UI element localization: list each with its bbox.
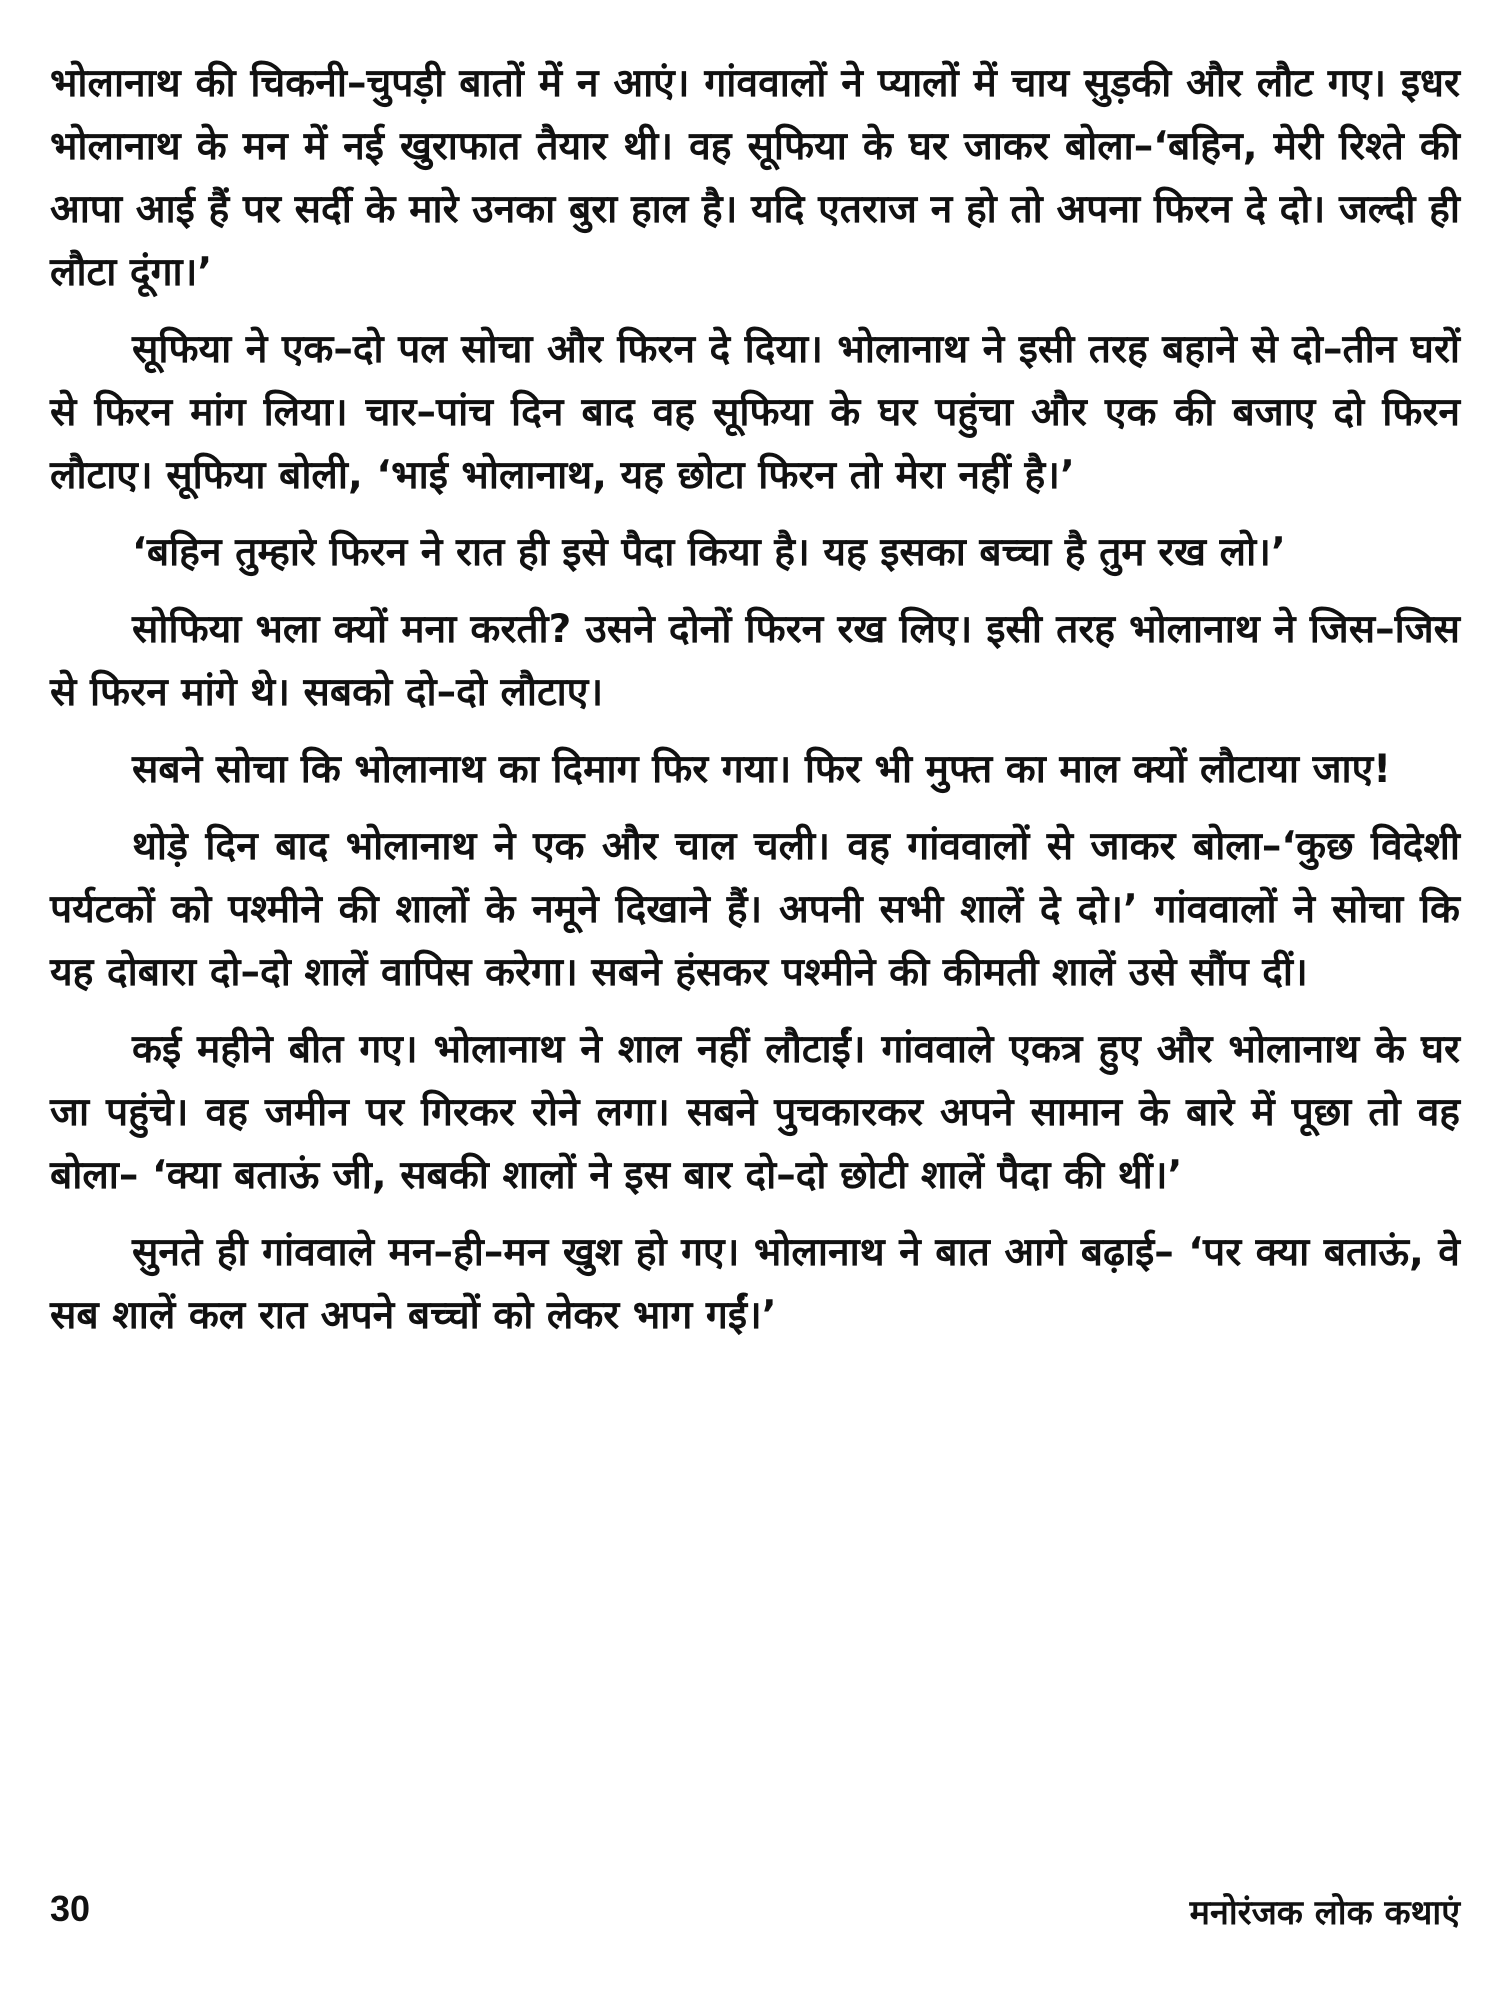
paragraph-6: थोड़े दिन बाद भोलानाथ ने एक और चाल चली। वह गांववालों से जाकर बोला–‘कुछ विदेशी पर्यटकों को पश्मीने की शालों के नमूने दिखाने हैं। अपनी सभी शालें दे दो।’ गांववालों ने सोचा कि यह दोबारा दो–दो शालें वापिस करेगा। सबने हंसकर पश्मीने की कीमती शालें उसे सौंप दीं।	[50, 824, 1460, 995]
story-text	[50, 52, 1460, 1361]
paragraph-1: भोलानाथ की चिकनी–चुपड़ी बातों में न आएं। गांववालों ने प्यालों में चाय सुड़की और लौट गए। इधर भोलानाथ के मन में नई खुराफात तैयार थी। वह सूफिया के घर जाकर बोला–‘बहिन, मेरी रिश्ते की आपा आई हैं पर सर्दी के मारे उनका बुरा हाल है। यदि एतराज न हो तो अपना फिरन दे दो। जल्दी ही लौटा दूंगा।’	[50, 61, 1460, 295]
paragraph-2: सूफिया ने एक–दो पल सोचा और फिरन दे दिया। भोलानाथ ने इसी तरह बहाने से दो–तीन घरों से फिरन मांग लिया। चार–पांच दिन बाद वह सूफिया के घर पहुंचा और एक की बजाए दो फिरन लौटाए। सूफिया बोली, ‘भाई भोलानाथ, यह छोटा फिरन तो मेरा नहीं है।’	[50, 327, 1460, 498]
paragraph-7: कई महीने बीत गए। भोलानाथ ने शाल नहीं लौटाईं। गांववाले एकत्र हुए और भोलानाथ के घर जा पहुंचे। वह जमीन पर गिरकर रोने लगा। सबने पुचकारकर अपने सामान के बारे में पूछा तो वह बोला– ‘क्या बताऊं जी, सबकी शालों ने इस बार दो–दो छोटी शालें पैदा की थीं।’	[50, 1027, 1460, 1198]
page-number: 30	[50, 1888, 91, 1929]
page-footer	[50, 1888, 1460, 1948]
paragraph-4: सोफिया भला क्यों मना करती? उसने दोनों फिरन रख लिए। इसी तरह भोलानाथ ने जिस–जिस से फिरन मांगे थे। सबको दो–दो लौटाए।	[50, 607, 1460, 715]
paragraph-5: सबने सोचा कि भोलानाथ का दिमाग फिर गया। फिर भी मुफ्त का माल क्यों लौटाया जाए!	[132, 747, 1392, 792]
paragraph-8: सुनते ही गांववाले मन–ही–मन खुश हो गए। भोलानाथ ने बात आगे बढ़ाई– ‘पर क्या बताऊं, वे सब शालें कल रात अपने बच्चों को लेकर भाग गईं।’	[50, 1230, 1460, 1338]
paragraph-3: ‘बहिन तुम्हारे फिरन ने रात ही इसे पैदा किया है। यह इसका बच्चा है तुम रख लो।’	[132, 530, 1286, 575]
book-title: मनोरंजक लोक कथाएं	[1189, 1893, 1460, 1933]
